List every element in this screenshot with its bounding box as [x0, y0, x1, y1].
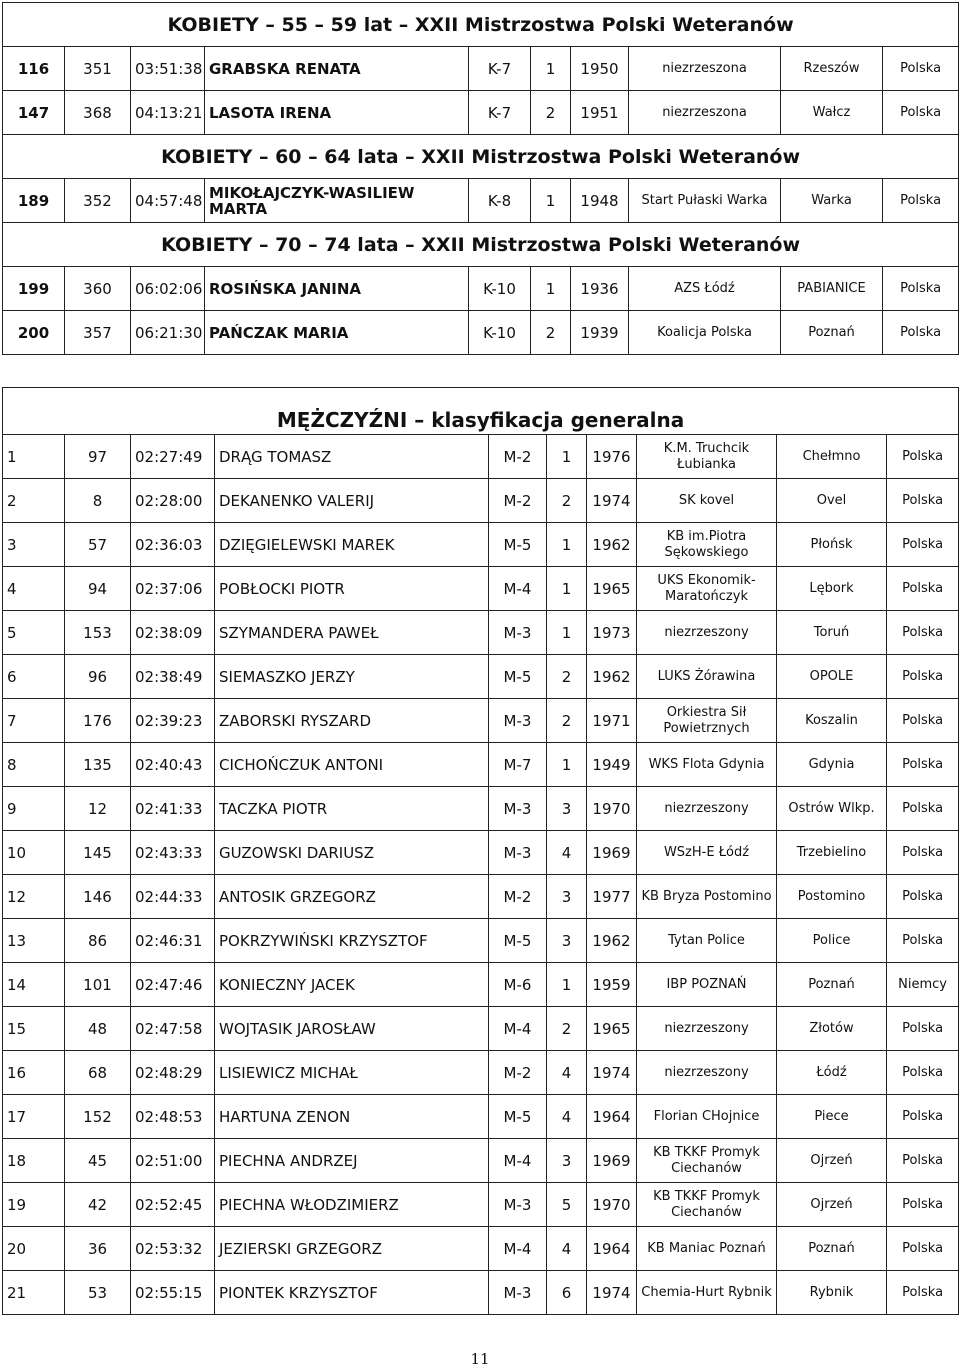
country-cell: Polska — [887, 435, 959, 479]
category-place-cell: 4 — [547, 1051, 587, 1095]
birth-year-cell: 1951 — [571, 91, 629, 135]
category-cell: M-4 — [489, 1139, 547, 1183]
country-cell: Polska — [883, 311, 959, 355]
category-place-cell: 5 — [547, 1183, 587, 1227]
club-cell: AZS Łódź — [629, 267, 781, 311]
country-cell: Polska — [887, 875, 959, 919]
bib-number-cell: 368 — [65, 91, 131, 135]
bib-number-cell: 135 — [65, 743, 131, 787]
name-cell: DRĄG TOMASZ — [215, 435, 489, 479]
bib-number-cell: 152 — [65, 1095, 131, 1139]
place-cell: 189 — [3, 179, 65, 223]
country-cell: Polska — [887, 655, 959, 699]
category-cell: M-5 — [489, 919, 547, 963]
bib-number-cell: 145 — [65, 831, 131, 875]
place-cell: 14 — [3, 963, 65, 1007]
name-cell: HARTUNA ZENON — [215, 1095, 489, 1139]
name-cell: GRABSKA RENATA — [205, 47, 469, 91]
time-cell: 02:38:49 — [131, 655, 215, 699]
table-row — [3, 479, 959, 523]
table-row — [3, 267, 959, 311]
table-row — [3, 655, 959, 699]
bib-number-cell: 176 — [65, 699, 131, 743]
place-cell: 7 — [3, 699, 65, 743]
city-cell: Gdynia — [777, 743, 887, 787]
place-cell: 199 — [3, 267, 65, 311]
city-cell: PABIANICE — [781, 267, 883, 311]
category-place-cell: 1 — [531, 179, 571, 223]
category-cell: M-2 — [489, 875, 547, 919]
city-cell: Rzeszów — [781, 47, 883, 91]
category-place-cell: 6 — [547, 1271, 587, 1315]
club-cell: SK kovel — [637, 479, 777, 523]
category-place-cell: 4 — [547, 1227, 587, 1271]
city-cell: Poznań — [777, 963, 887, 1007]
club-cell: KB Bryza Postomino — [637, 875, 777, 919]
category-place-cell: 3 — [547, 875, 587, 919]
country-cell: Polska — [887, 1227, 959, 1271]
name-cell: PIONTEK KRZYSZTOF — [215, 1271, 489, 1315]
time-cell: 02:48:53 — [131, 1095, 215, 1139]
category-place-cell: 1 — [547, 523, 587, 567]
club-cell: niezrzeszony — [637, 787, 777, 831]
time-cell: 02:43:33 — [131, 831, 215, 875]
place-cell: 19 — [3, 1183, 65, 1227]
name-cell: WOJTASIK JAROSŁAW — [215, 1007, 489, 1051]
category-place-cell: 1 — [547, 435, 587, 479]
birth-year-cell: 1936 — [571, 267, 629, 311]
men-results-table — [2, 387, 959, 1315]
city-cell: Poznań — [777, 1227, 887, 1271]
page-number: 11 — [470, 1350, 490, 1368]
club-cell: UKS Ekonomik-Maratończyk — [637, 567, 777, 611]
category-place-cell: 3 — [547, 1139, 587, 1183]
name-cell: CICHOŃCZUK ANTONI — [215, 743, 489, 787]
country-cell: Polska — [887, 1007, 959, 1051]
time-cell: 02:47:46 — [131, 963, 215, 1007]
place-cell: 147 — [3, 91, 65, 135]
bib-number-cell: 48 — [65, 1007, 131, 1051]
category-cell: M-4 — [489, 1007, 547, 1051]
time-cell: 02:47:58 — [131, 1007, 215, 1051]
club-cell: K.M. Truchcik Łubianka — [637, 435, 777, 479]
bib-number-cell: 351 — [65, 47, 131, 91]
birth-year-cell: 1974 — [587, 479, 637, 523]
city-cell: OPOLE — [777, 655, 887, 699]
place-cell: 1 — [3, 435, 65, 479]
place-cell: 4 — [3, 567, 65, 611]
place-cell: 20 — [3, 1227, 65, 1271]
time-cell: 04:13:21 — [131, 91, 205, 135]
name-cell: SIEMASZKO JERZY — [215, 655, 489, 699]
category-cell: K-10 — [469, 267, 531, 311]
category-cell: M-5 — [489, 655, 547, 699]
table-row — [3, 875, 959, 919]
category-place-cell: 1 — [547, 567, 587, 611]
time-cell: 06:02:06 — [131, 267, 205, 311]
time-cell: 02:51:00 — [131, 1139, 215, 1183]
birth-year-cell: 1962 — [587, 523, 637, 567]
city-cell: Toruń — [777, 611, 887, 655]
club-cell: Start Pułaski Warka — [629, 179, 781, 223]
country-cell: Polska — [887, 699, 959, 743]
place-cell: 3 — [3, 523, 65, 567]
table-row — [3, 1139, 959, 1183]
name-cell: PIECHNA WŁODZIMIERZ — [215, 1183, 489, 1227]
table-row — [3, 179, 959, 223]
birth-year-cell: 1971 — [587, 699, 637, 743]
bib-number-cell: 352 — [65, 179, 131, 223]
club-cell: KB TKKF Promyk Ciechanów — [637, 1183, 777, 1227]
time-cell: 02:27:49 — [131, 435, 215, 479]
club-cell: niezrzeszony — [637, 1051, 777, 1095]
name-cell: LISIEWICZ MICHAŁ — [215, 1051, 489, 1095]
club-cell: niezrzeszona — [629, 47, 781, 91]
birth-year-cell: 1974 — [587, 1051, 637, 1095]
birth-year-cell: 1959 — [587, 963, 637, 1007]
club-cell: niezrzeszony — [637, 611, 777, 655]
city-cell: Trzebielino — [777, 831, 887, 875]
bib-number-cell: 360 — [65, 267, 131, 311]
place-cell: 9 — [3, 787, 65, 831]
country-cell: Polska — [887, 743, 959, 787]
name-cell: MIKOŁAJCZYK-WASILIEW MARTA — [205, 179, 469, 223]
category-place-cell: 1 — [547, 963, 587, 1007]
birth-year-cell: 1962 — [587, 655, 637, 699]
birth-year-cell: 1970 — [587, 1183, 637, 1227]
birth-year-cell: 1964 — [587, 1227, 637, 1271]
table-row — [3, 523, 959, 567]
place-cell: 10 — [3, 831, 65, 875]
country-cell: Polska — [887, 919, 959, 963]
table-row — [3, 1095, 959, 1139]
bib-number-cell: 94 — [65, 567, 131, 611]
club-cell: Orkiestra Sił Powietrznych — [637, 699, 777, 743]
category-place-cell: 2 — [547, 1007, 587, 1051]
bib-number-cell: 36 — [65, 1227, 131, 1271]
bib-number-cell: 42 — [65, 1183, 131, 1227]
country-cell: Polska — [887, 787, 959, 831]
country-cell: Polska — [887, 567, 959, 611]
category-place-cell: 3 — [547, 919, 587, 963]
category-place-cell: 2 — [531, 91, 571, 135]
table-row — [3, 1051, 959, 1095]
table-row — [3, 919, 959, 963]
birth-year-cell: 1964 — [587, 1095, 637, 1139]
birth-year-cell: 1965 — [587, 567, 637, 611]
place-cell: 15 — [3, 1007, 65, 1051]
club-cell: niezrzeszony — [637, 1007, 777, 1051]
category-cell: M-4 — [489, 1227, 547, 1271]
country-cell: Polska — [883, 47, 959, 91]
birth-year-cell: 1974 — [587, 1271, 637, 1315]
category-place-cell: 3 — [547, 787, 587, 831]
category-place-cell: 1 — [531, 47, 571, 91]
city-cell: Postomino — [777, 875, 887, 919]
category-cell: M-3 — [489, 787, 547, 831]
bib-number-cell: 12 — [65, 787, 131, 831]
category-cell: M-5 — [489, 523, 547, 567]
category-place-cell: 1 — [531, 267, 571, 311]
birth-year-cell: 1950 — [571, 47, 629, 91]
category-cell: M-3 — [489, 831, 547, 875]
country-cell: Polska — [887, 611, 959, 655]
bib-number-cell: 53 — [65, 1271, 131, 1315]
time-cell: 02:40:43 — [131, 743, 215, 787]
category-cell: M-3 — [489, 611, 547, 655]
category-place-cell: 4 — [547, 831, 587, 875]
city-cell: Wałcz — [781, 91, 883, 135]
category-cell: K-8 — [469, 179, 531, 223]
time-cell: 02:52:45 — [131, 1183, 215, 1227]
table-row — [3, 47, 959, 91]
category-cell: M-2 — [489, 1051, 547, 1095]
section-title: KOBIETY – 70 – 74 lata – XXII Mistrzostwa Polski Weteranów — [3, 223, 959, 267]
category-cell: M-2 — [489, 435, 547, 479]
club-cell: KB Maniac Poznań — [637, 1227, 777, 1271]
club-cell: Florian CHojnice — [637, 1095, 777, 1139]
birth-year-cell: 1973 — [587, 611, 637, 655]
category-place-cell: 2 — [531, 311, 571, 355]
country-cell: Polska — [883, 91, 959, 135]
name-cell: KONIECZNY JACEK — [215, 963, 489, 1007]
category-cell: M-3 — [489, 1183, 547, 1227]
city-cell: Łódź — [777, 1051, 887, 1095]
place-cell: 2 — [3, 479, 65, 523]
bib-number-cell: 97 — [65, 435, 131, 479]
name-cell: TACZKA PIOTR — [215, 787, 489, 831]
club-cell: KB im.Piotra Sękowskiego — [637, 523, 777, 567]
bib-number-cell: 146 — [65, 875, 131, 919]
country-cell: Polska — [883, 267, 959, 311]
birth-year-cell: 1970 — [587, 787, 637, 831]
club-cell: Tytan Police — [637, 919, 777, 963]
time-cell: 02:48:29 — [131, 1051, 215, 1095]
birth-year-cell: 1939 — [571, 311, 629, 355]
time-cell: 02:28:00 — [131, 479, 215, 523]
city-cell: Chełmno — [777, 435, 887, 479]
name-cell: ZABORSKI RYSZARD — [215, 699, 489, 743]
table-row — [3, 311, 959, 355]
place-cell: 12 — [3, 875, 65, 919]
time-cell: 04:57:48 — [131, 179, 205, 223]
place-cell: 116 — [3, 47, 65, 91]
place-cell: 5 — [3, 611, 65, 655]
bib-number-cell: 45 — [65, 1139, 131, 1183]
birth-year-cell: 1969 — [587, 1139, 637, 1183]
place-cell: 200 — [3, 311, 65, 355]
place-cell: 6 — [3, 655, 65, 699]
city-cell: Lębork — [777, 567, 887, 611]
time-cell: 06:21:30 — [131, 311, 205, 355]
category-place-cell: 2 — [547, 699, 587, 743]
table-row — [3, 787, 959, 831]
name-cell: GUZOWSKI DARIUSZ — [215, 831, 489, 875]
country-cell: Polska — [887, 831, 959, 875]
name-cell: SZYMANDERA PAWEŁ — [215, 611, 489, 655]
category-place-cell: 2 — [547, 479, 587, 523]
table-row — [3, 963, 959, 1007]
country-cell: Polska — [887, 1271, 959, 1315]
table-row — [3, 831, 959, 875]
place-cell: 8 — [3, 743, 65, 787]
table-row — [3, 611, 959, 655]
city-cell: Ojrzeń — [777, 1139, 887, 1183]
city-cell: Rybnik — [777, 1271, 887, 1315]
table-row — [3, 1227, 959, 1271]
country-cell: Niemcy — [887, 963, 959, 1007]
bib-number-cell: 8 — [65, 479, 131, 523]
time-cell: 02:38:09 — [131, 611, 215, 655]
category-cell: K-7 — [469, 47, 531, 91]
country-cell: Polska — [887, 1183, 959, 1227]
category-place-cell: 1 — [547, 611, 587, 655]
city-cell: Złotów — [777, 1007, 887, 1051]
country-cell: Polska — [887, 479, 959, 523]
name-cell: PIECHNA ANDRZEJ — [215, 1139, 489, 1183]
birth-year-cell: 1948 — [571, 179, 629, 223]
club-cell: WSzH-E Łódź — [637, 831, 777, 875]
section-title: KOBIETY – 60 – 64 lata – XXII Mistrzostwa Polski Weteranów — [3, 135, 959, 179]
category-cell: M-3 — [489, 699, 547, 743]
category-cell: M-4 — [489, 567, 547, 611]
name-cell: PAŃCZAK MARIA — [205, 311, 469, 355]
city-cell: Police — [777, 919, 887, 963]
birth-year-cell: 1965 — [587, 1007, 637, 1051]
city-cell: Ovel — [777, 479, 887, 523]
table-row — [3, 1271, 959, 1315]
name-cell: DEKANENKO VALERIJ — [215, 479, 489, 523]
time-cell: 02:44:33 — [131, 875, 215, 919]
men-section-title: MĘŻCZYŹNI – klasyfikacja generalna — [3, 388, 959, 435]
place-cell: 13 — [3, 919, 65, 963]
category-place-cell: 1 — [547, 743, 587, 787]
place-cell: 21 — [3, 1271, 65, 1315]
country-cell: Polska — [887, 1051, 959, 1095]
country-cell: Polska — [883, 179, 959, 223]
country-cell: Polska — [887, 1139, 959, 1183]
time-cell: 02:55:15 — [131, 1271, 215, 1315]
club-cell: LUKS Żórawina — [637, 655, 777, 699]
category-cell: K-7 — [469, 91, 531, 135]
category-cell: M-6 — [489, 963, 547, 1007]
club-cell: Koalicja Polska — [629, 311, 781, 355]
birth-year-cell: 1969 — [587, 831, 637, 875]
club-cell: IBP POZNAŃ — [637, 963, 777, 1007]
city-cell: Ostrów Wlkp. — [777, 787, 887, 831]
city-cell: Ojrzeń — [777, 1183, 887, 1227]
country-cell: Polska — [887, 523, 959, 567]
bib-number-cell: 153 — [65, 611, 131, 655]
place-cell: 17 — [3, 1095, 65, 1139]
club-cell: niezrzeszona — [629, 91, 781, 135]
table-row — [3, 435, 959, 479]
name-cell: POKRZYWIŃSKI KRZYSZTOF — [215, 919, 489, 963]
time-cell: 02:39:23 — [131, 699, 215, 743]
city-cell: Koszalin — [777, 699, 887, 743]
country-cell: Polska — [887, 1095, 959, 1139]
table-row — [3, 567, 959, 611]
time-cell: 03:51:38 — [131, 47, 205, 91]
table-row — [3, 699, 959, 743]
club-cell: Chemia-Hurt Rybnik — [637, 1271, 777, 1315]
category-cell: M-3 — [489, 1271, 547, 1315]
name-cell: ROSIŃSKA JANINA — [205, 267, 469, 311]
name-cell: POBŁOCKI PIOTR — [215, 567, 489, 611]
table-row — [3, 91, 959, 135]
place-cell: 16 — [3, 1051, 65, 1095]
birth-year-cell: 1977 — [587, 875, 637, 919]
birth-year-cell: 1976 — [587, 435, 637, 479]
table-row — [3, 1007, 959, 1051]
category-cell: M-2 — [489, 479, 547, 523]
city-cell: Warka — [781, 179, 883, 223]
bib-number-cell: 68 — [65, 1051, 131, 1095]
name-cell: JEZIERSKI GRZEGORZ — [215, 1227, 489, 1271]
women-results-table — [2, 2, 959, 355]
time-cell: 02:53:32 — [131, 1227, 215, 1271]
time-cell: 02:36:03 — [131, 523, 215, 567]
category-place-cell: 2 — [547, 655, 587, 699]
time-cell: 02:41:33 — [131, 787, 215, 831]
name-cell: LASOTA IRENA — [205, 91, 469, 135]
birth-year-cell: 1962 — [587, 919, 637, 963]
club-cell: KB TKKF Promyk Ciechanów — [637, 1139, 777, 1183]
city-cell: Poznań — [781, 311, 883, 355]
birth-year-cell: 1949 — [587, 743, 637, 787]
category-cell: M-7 — [489, 743, 547, 787]
club-cell: WKS Flota Gdynia — [637, 743, 777, 787]
city-cell: Piece — [777, 1095, 887, 1139]
section-title: KOBIETY – 55 – 59 lat – XXII Mistrzostwa Polski Weteranów — [3, 3, 959, 47]
bib-number-cell: 357 — [65, 311, 131, 355]
city-cell: Płońsk — [777, 523, 887, 567]
bib-number-cell: 86 — [65, 919, 131, 963]
bib-number-cell: 57 — [65, 523, 131, 567]
time-cell: 02:37:06 — [131, 567, 215, 611]
table-row — [3, 743, 959, 787]
name-cell: DZIĘGIELEWSKI MAREK — [215, 523, 489, 567]
place-cell: 18 — [3, 1139, 65, 1183]
category-cell: K-10 — [469, 311, 531, 355]
time-cell: 02:46:31 — [131, 919, 215, 963]
category-cell: M-5 — [489, 1095, 547, 1139]
bib-number-cell: 101 — [65, 963, 131, 1007]
bib-number-cell: 96 — [65, 655, 131, 699]
table-row — [3, 1183, 959, 1227]
name-cell: ANTOSIK GRZEGORZ — [215, 875, 489, 919]
category-place-cell: 4 — [547, 1095, 587, 1139]
